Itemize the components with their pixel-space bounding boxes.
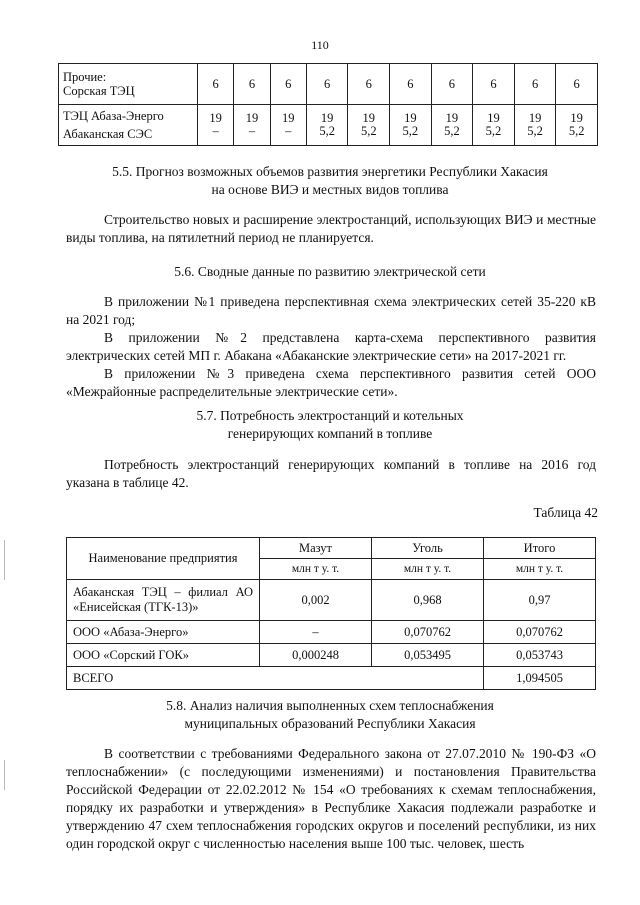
value-cell: 6 (348, 64, 390, 105)
unit-cell: млн т у. т. (372, 559, 484, 580)
table-total-row (67, 667, 596, 690)
section-5-8-text (66, 745, 596, 853)
value-cell: 19 5,2 (473, 105, 515, 146)
table-row (67, 644, 596, 667)
table-row (67, 621, 596, 644)
section-5-6-text (66, 293, 596, 401)
table-row (67, 580, 596, 621)
header-name-cell: Наименование предприятия (67, 538, 260, 580)
total-cell: 0,070762 (484, 621, 596, 644)
value-cell: 19 – (234, 105, 270, 146)
value-cell: 6 (431, 64, 473, 105)
value-cell: 6 (234, 64, 270, 105)
value-cell: 19 5,2 (556, 105, 598, 146)
value-cell: 6 (306, 64, 348, 105)
coal-cell: 0,053495 (372, 644, 484, 667)
mazut-cell: 0,000248 (260, 644, 372, 667)
mazut-cell: 0,002 (260, 580, 372, 621)
coal-cell: 0,968 (372, 580, 484, 621)
section-5-7-text (66, 456, 596, 492)
value-cell: 19 – (270, 105, 306, 146)
paragraph: Потребность электростанций генерирующих компаний в топливе на 2016 год указана в таблице 42. (66, 457, 596, 490)
header-mazut: Мазут (260, 538, 372, 559)
value-cell: 19 5,2 (514, 105, 556, 146)
value-cell: 19 – (198, 105, 234, 146)
header-coal: Уголь (372, 538, 484, 559)
total-cell: 0,97 (484, 580, 596, 621)
page-number: 110 (311, 38, 329, 52)
table-row (59, 64, 598, 105)
value-cell: 6 (390, 64, 432, 105)
table-header-row (67, 538, 596, 559)
value-cell: 6 (270, 64, 306, 105)
table-row (59, 105, 598, 146)
paragraph: В приложении №1 приведена перспективная схема электрических сетей 35-220 кВ на 2021 год; (66, 294, 596, 327)
table-caption: Таблица 42 (533, 505, 598, 520)
section-5-6-heading: 5.6. Сводные данные по развитию электрической сети (174, 264, 486, 279)
section-5-8-heading: 5.8. Анализ наличия выполненных схем теплоснабжения муниципальных образований Республики Хакасия (166, 698, 494, 731)
unit-cell: млн т у. т. (260, 559, 372, 580)
plant-name-cell: ТЭЦ Абаза-Энерго Абаканская СЭС (59, 105, 198, 146)
value-cell: 19 5,2 (306, 105, 348, 146)
section-5-5-heading: 5.5. Прогноз возможных объемов развития энергетики Республики Хакасия на основе ВИЭ и местных видов топлива (112, 164, 548, 197)
total-cell: 0,053743 (484, 644, 596, 667)
enterprise-name-cell: Абаканская ТЭЦ – филиал АО «Енисейская (ТГК-13)» (67, 580, 260, 621)
grand-total-cell: 1,094505 (484, 667, 596, 690)
paragraph: В соответствии с требованиями Федерального закона от 27.07.2010 № 190-ФЗ «О теплоснабжении» (с последующими изменениями) и постановления Правительства Российской Федерации от 22.02.2012 № 154 «О требованиях к схемам теплоснабжения, порядку их разработки и утверждения» в Республике Хакасия подлежали разработке и утверждению 47 схем теплоснабжения городских округов и поселений республики, из них один городской округ с численностью населения выше 100 тыс. человек, шесть (66, 746, 596, 851)
plant-name-cell: Прочие: Сорская ТЭЦ (59, 64, 198, 105)
paragraph: В приложении №2 представлена карта-схема перспективного развития электрических сетей МП г. Абакана «Абаканские электрические сети» на 2017-2021 гг. (66, 330, 596, 363)
value-cell: 6 (198, 64, 234, 105)
mazut-cell: – (260, 621, 372, 644)
value-cell: 6 (473, 64, 515, 105)
header-total: Итого (484, 538, 596, 559)
coal-cell: 0,070762 (372, 621, 484, 644)
paragraph: Строительство новых и расширение электростанций, использующих ВИЭ и местные виды топлива, на пятилетний период не планируется. (66, 212, 596, 245)
fuel-demand-table (66, 537, 596, 690)
scan-margin-line (4, 540, 5, 580)
unit-cell: млн т у. т. (484, 559, 596, 580)
enterprise-name-cell: ООО «Сорский ГОК» (67, 644, 260, 667)
section-5-7-heading: 5.7. Потребность электростанций и котельных генерирующих компаний в топливе (196, 408, 464, 441)
value-cell: 6 (514, 64, 556, 105)
enterprise-name-cell: ООО «Абаза-Энерго» (67, 621, 260, 644)
value-cell: 19 5,2 (348, 105, 390, 146)
value-cell: 6 (556, 64, 598, 105)
value-cell: 19 5,2 (390, 105, 432, 146)
section-5-5-text (66, 211, 596, 247)
scan-margin-line (4, 760, 5, 790)
value-cell: 19 5,2 (431, 105, 473, 146)
power-plants-table (58, 63, 598, 146)
paragraph: В приложении №3 приведена схема перспективного развития сетей ООО «Межрайонные распределительные электрические сети». (66, 366, 596, 399)
total-label-cell: ВСЕГО (67, 667, 484, 690)
